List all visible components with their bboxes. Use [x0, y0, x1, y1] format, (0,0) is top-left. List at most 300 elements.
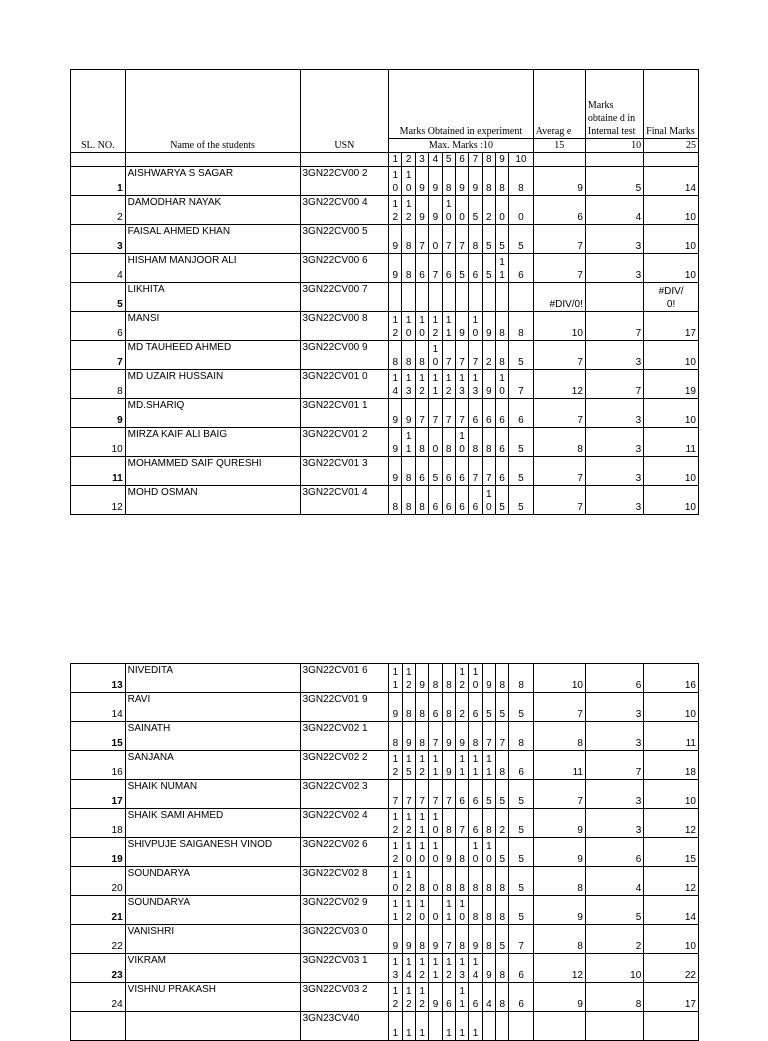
- experiment-mark: 8: [469, 896, 482, 925]
- final-max: 25: [644, 139, 699, 153]
- header-average: Averag e: [533, 70, 585, 139]
- experiment-number: 1: [389, 153, 402, 167]
- average-mark: 6: [533, 196, 585, 225]
- student-usn: 3GN22CV00 9: [300, 341, 389, 370]
- table-row: [71, 780, 699, 809]
- student-name: MD.SHARIQ: [125, 399, 300, 428]
- internal-mark: 3: [585, 457, 643, 486]
- experiment-mark: 1 0: [482, 838, 495, 867]
- experiment-mark: 1 1: [389, 664, 402, 693]
- experiment-mark: 5: [509, 838, 533, 867]
- experiment-mark: 5: [469, 196, 482, 225]
- serial-number: 15: [71, 722, 126, 751]
- serial-number: 18: [71, 809, 126, 838]
- experiment-mark: 9: [429, 983, 442, 1012]
- serial-number: 16: [71, 751, 126, 780]
- experiment-mark: 6: [482, 399, 495, 428]
- student-usn: 3GN22CV02 4: [300, 809, 389, 838]
- experiment-mark: 1 1: [429, 751, 442, 780]
- experiment-mark: 7: [469, 457, 482, 486]
- experiment-mark: [389, 283, 402, 312]
- serial-number: 9: [71, 399, 126, 428]
- experiment-mark: 8: [456, 838, 469, 867]
- experiment-mark: 6: [455, 457, 468, 486]
- student-name: AISHWARYA S SAGAR: [125, 167, 300, 196]
- internal-mark: 7: [585, 370, 643, 399]
- experiment-mark: 5: [509, 428, 533, 457]
- student-usn: 3GN22CV03 0: [300, 925, 389, 954]
- experiment-mark: 9: [482, 664, 495, 693]
- average-mark: 7: [533, 693, 585, 722]
- student-usn: 3GN22CV01 6: [300, 664, 389, 693]
- experiment-mark: 6: [415, 457, 428, 486]
- experiment-mark: 1 5: [402, 751, 415, 780]
- student-name: SANJANA: [125, 751, 300, 780]
- experiment-mark: 8: [456, 925, 469, 954]
- student-name: SHIVPUJE SAIGANESH VINOD: [125, 838, 300, 867]
- experiment-mark: 8: [496, 896, 509, 925]
- experiment-mark: 6: [495, 457, 508, 486]
- final-mark: 10: [644, 925, 699, 954]
- experiment-mark: 1 1: [389, 896, 402, 925]
- serial-number: 11: [71, 457, 126, 486]
- table-row: [71, 399, 699, 428]
- experiment-mark: 8: [415, 925, 428, 954]
- experiment-mark: 9: [482, 954, 495, 983]
- experiment-mark: 9: [389, 399, 402, 428]
- experiment-mark: 6: [455, 486, 468, 515]
- experiment-mark: 8: [389, 722, 402, 751]
- experiment-mark: 1 1: [469, 751, 482, 780]
- experiment-mark: 1 2: [402, 867, 415, 896]
- internal-mark: 5: [585, 896, 643, 925]
- experiment-mark: 6: [495, 428, 508, 457]
- experiment-mark: 5: [496, 693, 509, 722]
- experiment-mark: 1 0: [495, 370, 508, 399]
- table-row: [71, 983, 699, 1012]
- final-mark: 19: [644, 370, 699, 399]
- experiment-mark: 8: [402, 254, 415, 283]
- experiment-mark: 9: [429, 925, 442, 954]
- experiment-mark: 1 0: [402, 167, 415, 196]
- average-mark: 7: [533, 780, 585, 809]
- experiment-mark: 1 0: [389, 867, 402, 896]
- experiment-mark: 0: [429, 225, 442, 254]
- experiment-mark: 1: [402, 1012, 415, 1041]
- student-usn: 3GN22CV03 2: [300, 983, 389, 1012]
- experiment-mark: 6: [469, 693, 482, 722]
- table-row: [71, 896, 699, 925]
- experiment-mark: 1 0: [415, 896, 428, 925]
- experiment-mark: [402, 283, 415, 312]
- student-name: VANISHRI: [125, 925, 300, 954]
- experiment-mark: 2: [456, 693, 469, 722]
- experiment-mark: 1 2: [389, 751, 402, 780]
- experiment-mark: 1 0: [402, 312, 415, 341]
- experiment-mark: 1 2: [415, 751, 428, 780]
- experiment-mark: 6: [456, 780, 469, 809]
- experiment-mark: 9: [482, 370, 495, 399]
- average-max: 15: [533, 139, 585, 153]
- student-name: VIKRAM: [125, 954, 300, 983]
- average-mark: [533, 1012, 585, 1041]
- experiment-number: 4: [429, 153, 442, 167]
- internal-mark: 3: [585, 722, 643, 751]
- header-sl-no: SL. NO.: [71, 70, 126, 153]
- table-row: [71, 283, 699, 312]
- experiment-mark: 2: [496, 809, 509, 838]
- internal-mark: 5: [585, 167, 643, 196]
- student-usn: 3GN22CV00 8: [300, 312, 389, 341]
- experiment-mark: 7: [509, 925, 533, 954]
- experiment-mark: 1 3: [456, 954, 469, 983]
- experiment-mark: 1 2: [389, 312, 402, 341]
- experiment-mark: 5: [496, 925, 509, 954]
- experiment-mark: 9: [389, 428, 402, 457]
- student-usn: 3GN22CV03 1: [300, 954, 389, 983]
- serial-number: 6: [71, 312, 126, 341]
- internal-mark: 3: [585, 486, 643, 515]
- experiment-mark: [429, 283, 442, 312]
- experiment-mark: 8: [495, 341, 508, 370]
- average-mark: 10: [533, 664, 585, 693]
- experiment-mark: 5: [509, 225, 533, 254]
- student-name: SHAIK SAMI AHMED: [125, 809, 300, 838]
- student-name: SOUNDARYA: [125, 867, 300, 896]
- experiment-mark: 1 0: [415, 838, 428, 867]
- experiment-mark: 8: [415, 428, 428, 457]
- experiment-mark: 0: [509, 196, 533, 225]
- experiment-mark: 8: [496, 954, 509, 983]
- experiment-mark: [482, 283, 495, 312]
- experiment-mark: 1 2: [442, 954, 455, 983]
- experiment-mark: 1: [389, 1012, 402, 1041]
- average-mark: 9: [533, 809, 585, 838]
- student-name: SAINATH: [125, 722, 300, 751]
- experiment-mark: 8: [429, 664, 442, 693]
- average-mark: 7: [533, 399, 585, 428]
- table-row: [71, 722, 699, 751]
- experiment-mark: 1 0: [429, 341, 442, 370]
- internal-mark: 3: [585, 780, 643, 809]
- serial-number: 13: [71, 664, 126, 693]
- experiment-mark: 5: [455, 254, 468, 283]
- experiment-mark: 6: [509, 254, 533, 283]
- experiment-mark: 6: [469, 983, 482, 1012]
- student-usn: 3GN22CV00 4: [300, 196, 389, 225]
- average-mark: 7: [533, 341, 585, 370]
- experiment-mark: 6: [442, 983, 455, 1012]
- experiment-mark: [509, 1012, 533, 1041]
- student-usn: 3GN22CV02 8: [300, 867, 389, 896]
- final-mark: 14: [644, 167, 699, 196]
- experiment-mark: 8: [495, 167, 508, 196]
- experiment-mark: 6: [469, 809, 482, 838]
- serial-number: 19: [71, 838, 126, 867]
- internal-mark: 7: [585, 751, 643, 780]
- experiment-mark: 9: [469, 925, 482, 954]
- experiment-mark: 8: [469, 722, 482, 751]
- serial-number: 1: [71, 167, 126, 196]
- internal-mark: 4: [585, 196, 643, 225]
- table-row: [71, 693, 699, 722]
- experiment-mark: 7: [496, 722, 509, 751]
- final-mark: 11: [644, 722, 699, 751]
- student-name: LIKHITA: [125, 283, 300, 312]
- student-name: MOHAMMED SAIF QURESHI: [125, 457, 300, 486]
- internal-mark: 8: [585, 983, 643, 1012]
- experiment-number: 2: [402, 153, 415, 167]
- serial-number: 12: [71, 486, 126, 515]
- table-row: [71, 925, 699, 954]
- experiment-number: 5: [442, 153, 455, 167]
- experiment-mark: 7: [442, 925, 455, 954]
- internal-mark: 6: [585, 838, 643, 867]
- experiment-mark: 1 3: [389, 954, 402, 983]
- internal-mark: 3: [585, 225, 643, 254]
- experiment-mark: 8: [509, 167, 533, 196]
- serial-number: 7: [71, 341, 126, 370]
- experiment-mark: 1 2: [402, 664, 415, 693]
- table-row: [71, 370, 699, 399]
- experiment-mark: 8: [389, 341, 402, 370]
- average-mark: 7: [533, 225, 585, 254]
- experiment-mark: 9: [415, 196, 428, 225]
- experiment-mark: 8: [442, 693, 455, 722]
- experiment-mark: [442, 283, 455, 312]
- experiment-number: 7: [469, 153, 482, 167]
- experiment-mark: 6: [442, 457, 455, 486]
- student-usn: 3GN22CV01 1: [300, 399, 389, 428]
- experiment-mark: 9: [429, 196, 442, 225]
- average-mark: 8: [533, 722, 585, 751]
- experiment-mark: 8: [509, 664, 533, 693]
- experiment-mark: 8: [456, 867, 469, 896]
- experiment-mark: 5: [509, 341, 533, 370]
- final-mark: 17: [644, 312, 699, 341]
- final-mark: 12: [644, 867, 699, 896]
- experiment-mark: 1 3: [402, 370, 415, 399]
- experiment-mark: 0: [429, 896, 442, 925]
- serial-number: 22: [71, 925, 126, 954]
- experiment-mark: 8: [482, 167, 495, 196]
- experiment-mark: 8: [496, 983, 509, 1012]
- experiment-mark: [455, 283, 468, 312]
- experiment-mark: 7: [469, 341, 482, 370]
- experiment-mark: 9: [389, 457, 402, 486]
- experiment-mark: 1 1: [442, 312, 455, 341]
- experiment-mark: 8: [402, 486, 415, 515]
- experiment-mark: 7: [455, 399, 468, 428]
- experiment-mark: 1 0: [402, 838, 415, 867]
- experiment-mark: 1 4: [469, 954, 482, 983]
- experiment-mark: 6: [469, 486, 482, 515]
- experiment-mark: 1 2: [442, 370, 455, 399]
- serial-number: 8: [71, 370, 126, 399]
- experiment-mark: [429, 1012, 442, 1041]
- serial-number: 10: [71, 428, 126, 457]
- experiment-mark: 9: [389, 925, 402, 954]
- table-row: [71, 312, 699, 341]
- experiment-number: 8: [482, 153, 495, 167]
- experiment-mark: 0: [495, 196, 508, 225]
- experiment-mark: 1 2: [402, 196, 415, 225]
- experiment-mark: 9: [415, 664, 428, 693]
- experiment-mark: 1 2: [402, 983, 415, 1012]
- internal-mark: 3: [585, 254, 643, 283]
- header-student-name: Name of the students: [125, 70, 300, 153]
- experiment-mark: 1 1: [442, 896, 455, 925]
- experiment-mark: 5: [429, 457, 442, 486]
- student-usn: 3GN22CV01 4: [300, 486, 389, 515]
- experiment-mark: 1 1: [429, 954, 442, 983]
- experiment-mark: 9: [402, 722, 415, 751]
- experiment-mark: 1 0: [455, 428, 468, 457]
- experiment-mark: 7: [415, 225, 428, 254]
- experiment-mark: 8: [442, 428, 455, 457]
- experiment-mark: 5: [496, 780, 509, 809]
- internal-mark: 3: [585, 809, 643, 838]
- experiment-mark: 5: [509, 780, 533, 809]
- experiment-mark: 1 1: [402, 428, 415, 457]
- student-name: RAVI: [125, 693, 300, 722]
- final-mark: 22: [644, 954, 699, 983]
- experiment-mark: 5: [509, 457, 533, 486]
- average-mark: 8: [533, 925, 585, 954]
- experiment-mark: 6: [469, 399, 482, 428]
- experiment-mark: 7: [442, 225, 455, 254]
- serial-number: [71, 1012, 126, 1041]
- experiment-mark: 1 0: [456, 896, 469, 925]
- student-name: FAISAL AHMED KHAN: [125, 225, 300, 254]
- experiment-mark: 1 2: [456, 664, 469, 693]
- experiment-mark: 5: [482, 254, 495, 283]
- experiment-mark: 1 2: [429, 312, 442, 341]
- experiment-mark: 1 2: [415, 983, 428, 1012]
- final-mark: 10: [644, 486, 699, 515]
- student-name: MD UZAIR HUSSAIN: [125, 370, 300, 399]
- experiment-mark: 1 1: [456, 751, 469, 780]
- student-name: [125, 1012, 300, 1041]
- table-row: [71, 167, 699, 196]
- experiment-mark: 7: [509, 370, 533, 399]
- experiment-mark: 9: [482, 312, 495, 341]
- experiment-mark: 5: [509, 486, 533, 515]
- serial-number: 5: [71, 283, 126, 312]
- serial-number: 21: [71, 896, 126, 925]
- average-mark: 9: [533, 167, 585, 196]
- experiment-mark: 5: [509, 896, 533, 925]
- experiment-mark: 8: [402, 341, 415, 370]
- experiment-mark: 8: [442, 867, 455, 896]
- experiment-mark: 1 1: [456, 983, 469, 1012]
- average-mark: 9: [533, 838, 585, 867]
- experiment-mark: 8: [482, 809, 495, 838]
- experiment-mark: 5: [509, 693, 533, 722]
- experiment-mark: 9: [442, 722, 455, 751]
- serial-number: 2: [71, 196, 126, 225]
- experiment-mark: 1 0: [469, 312, 482, 341]
- internal-mark: 2: [585, 925, 643, 954]
- table-row: [71, 341, 699, 370]
- experiment-mark: 7: [415, 780, 428, 809]
- student-name: DAMODHAR NAYAK: [125, 196, 300, 225]
- internal-mark: 3: [585, 399, 643, 428]
- average-mark: 7: [533, 254, 585, 283]
- internal-mark: 3: [585, 341, 643, 370]
- student-usn: 3GN22CV00 7: [300, 283, 389, 312]
- experiment-mark: 9: [455, 167, 468, 196]
- experiment-mark: 6: [509, 954, 533, 983]
- experiment-mark: 1 0: [429, 838, 442, 867]
- experiment-mark: 8: [389, 486, 402, 515]
- final-mark: 18: [644, 751, 699, 780]
- experiment-mark: 1 0: [415, 312, 428, 341]
- student-name: VISHNU PRAKASH: [125, 983, 300, 1012]
- internal-mark: 3: [585, 693, 643, 722]
- experiment-mark: 7: [442, 780, 455, 809]
- experiment-mark: 1 0: [389, 167, 402, 196]
- table-row: [71, 954, 699, 983]
- experiment-mark: 1 2: [389, 196, 402, 225]
- serial-number: 17: [71, 780, 126, 809]
- experiment-mark: 1 1: [482, 751, 495, 780]
- experiment-mark: 8: [482, 428, 495, 457]
- table-row: [71, 428, 699, 457]
- internal-mark: [585, 283, 643, 312]
- marks-table-1: [70, 69, 699, 515]
- experiment-mark: 1 1: [429, 370, 442, 399]
- experiment-mark: 8: [415, 867, 428, 896]
- serial-number: 24: [71, 983, 126, 1012]
- serial-number: 23: [71, 954, 126, 983]
- experiment-mark: 6: [429, 693, 442, 722]
- experiment-mark: 5: [482, 225, 495, 254]
- student-name: NIVEDITA: [125, 664, 300, 693]
- experiment-mark: 8: [415, 693, 428, 722]
- student-name: MIRZA KAIF ALI BAIG: [125, 428, 300, 457]
- header-internal-test: Marks obtaine d in Internal test: [585, 70, 643, 139]
- table-row: [71, 867, 699, 896]
- average-mark: #DIV/0!: [533, 283, 585, 312]
- serial-number: 4: [71, 254, 126, 283]
- average-mark: 8: [533, 428, 585, 457]
- experiment-mark: 1 0: [482, 486, 495, 515]
- experiment-mark: 8: [509, 722, 533, 751]
- header-max-marks: Max. Marks :10: [389, 139, 534, 153]
- experiment-mark: 7: [482, 722, 495, 751]
- experiment-number: 10: [509, 153, 533, 167]
- table-row: [71, 196, 699, 225]
- experiment-mark: 0: [455, 196, 468, 225]
- student-usn: 3GN22CV02 1: [300, 722, 389, 751]
- experiment-mark: 8: [509, 312, 533, 341]
- experiment-mark: 6: [442, 254, 455, 283]
- experiment-mark: [415, 283, 428, 312]
- experiment-mark: 5: [495, 225, 508, 254]
- table-row: [71, 1012, 699, 1041]
- experiment-mark: 6: [429, 486, 442, 515]
- serial-number: 3: [71, 225, 126, 254]
- experiment-mark: 8: [482, 925, 495, 954]
- final-mark: 16: [644, 664, 699, 693]
- experiment-mark: 1 1: [495, 254, 508, 283]
- average-mark: 9: [533, 896, 585, 925]
- final-mark: 14: [644, 896, 699, 925]
- experiment-mark: 5: [482, 693, 495, 722]
- experiment-mark: 8: [496, 751, 509, 780]
- final-mark: 12: [644, 809, 699, 838]
